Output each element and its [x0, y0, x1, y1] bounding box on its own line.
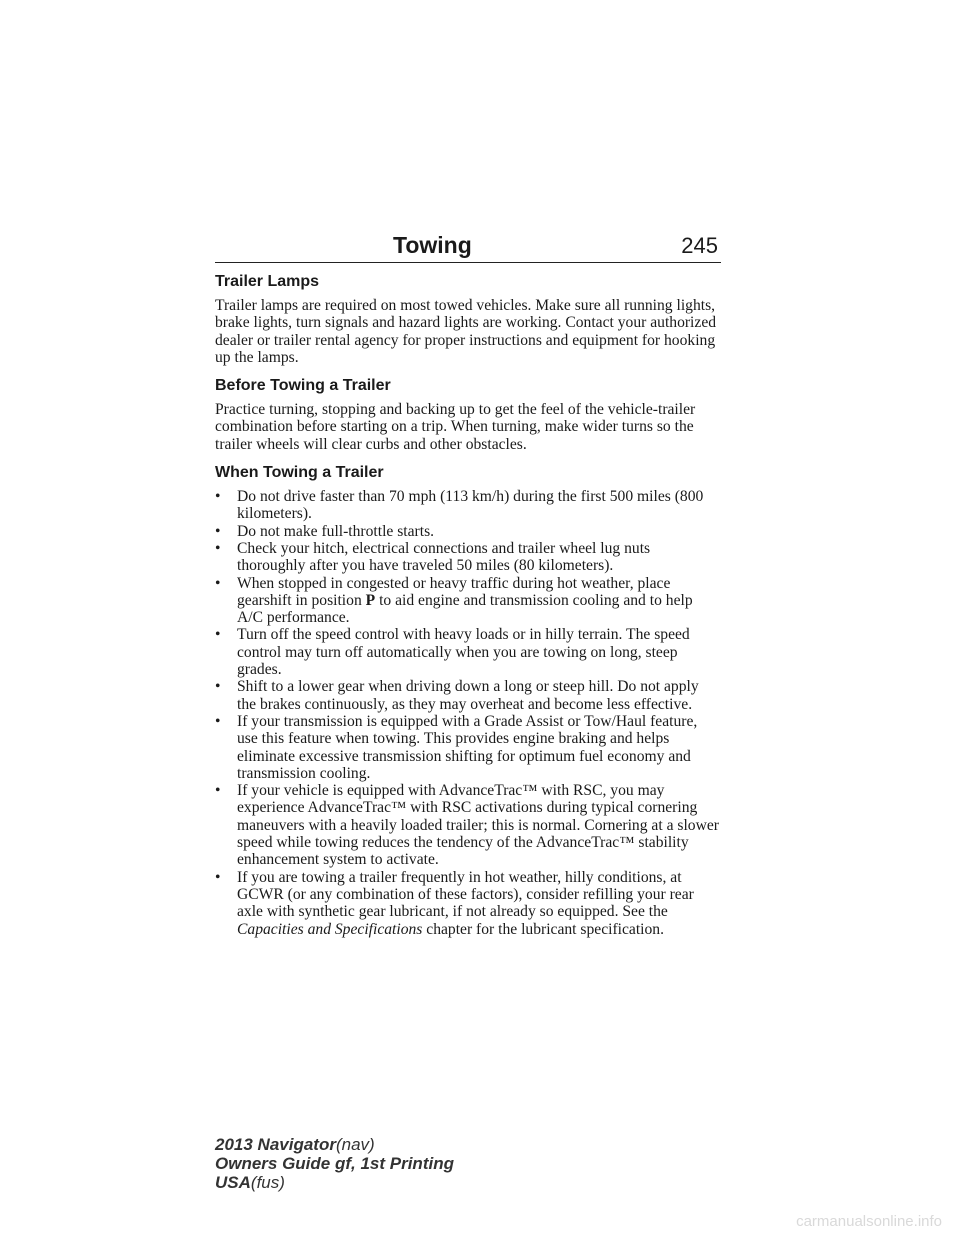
list-item: • Check your hitch, electrical connections and trailer wheel lug nuts thoroughly after you have traveled 50 miles (80 kilometers). — [215, 539, 651, 575]
list-item: • If you are towing a trailer frequently in hot weather, hilly conditions, at GCWR (or any combination of these factors), consider refilling your rear axle with synthetic gear lubricant, if not already so equipped. See the Capacities and Specifications chapter for the lubricant specification. — [215, 868, 694, 938]
bullet-icon: • — [215, 522, 221, 540]
list-item: • If your transmission is equipped with a Grade Assist or Tow/Haul feature, use this feature when towing. This provides engine braking and helps eliminate excessive transmission shifting for optimum fuel economy and transmission cooling. — [215, 712, 698, 782]
page-footer — [215, 1135, 454, 1192]
list-item: • Shift to a lower gear when driving down a long or steep hill. Do not apply the brakes continuously, as they may overheat and become less effective. — [215, 678, 699, 713]
list-item: • Do not make full-throttle starts. — [215, 522, 435, 540]
section-heading-trailer-lamps: Trailer Lamps — [215, 273, 320, 290]
list-item: • If your vehicle is equipped with AdvanceTrac™ with RSC, you may experience AdvanceTrac™ with RSC activations during typical cornering maneuvers with a heavily loaded trailer; this is normal. Cornering at a slower speed while towing reduces the tendency of the AdvanceTrac™ stability enhancement system to activate. — [215, 782, 719, 869]
page-content — [215, 228, 721, 938]
bullet-icon: • — [215, 712, 221, 730]
towing-tips-list — [215, 488, 721, 938]
section-heading-when-towing: When Towing a Trailer — [215, 464, 384, 482]
paragraph-trailer-lamps: Trailer lamps are required on most towed vehicles. Make sure all running lights, brake lights, turn signals and hazard lights are working. Contact your authorized dealer or trailer rental agency for proper instructions and equipment for hooking up the lamps. — [215, 297, 717, 366]
bullet-icon: • — [215, 488, 221, 506]
section-heading-before-towing: Before Towing a Trailer — [215, 377, 391, 395]
page-number: 245 — [681, 233, 718, 258]
list-item: • Turn off the speed control with heavy loads or in hilly terrain. The speed control may turn off automatically when you are towing on long, steep grades. — [215, 626, 690, 679]
chapter-reference: Capacities and Specifications — [237, 920, 423, 938]
footer-line-1: 2013 Navigator(nav) — [215, 1135, 375, 1154]
paragraph-before-towing: Practice turning, stopping and backing up to get the feel of the vehicle-trailer combination before starting on a trip. When turning, make wider turns so the trailer wheels will clear curbs and other obstacles. — [215, 401, 696, 453]
bullet-icon: • — [215, 782, 221, 800]
list-item: • Do not drive faster than 70 mph (113 km/h) during the first 500 miles (800 kilometers). — [215, 488, 704, 523]
bullet-icon: • — [215, 626, 221, 644]
page-header — [215, 228, 721, 263]
footer-line-2: Owners Guide gf, 1st Printing — [215, 1154, 454, 1173]
bullet-icon: • — [215, 678, 221, 696]
bullet-icon: • — [215, 574, 221, 592]
list-item: • When stopped in congested or heavy traffic during hot weather, place gearshift in position P to aid engine and transmission cooling and to help A/C performance. — [215, 574, 693, 627]
bullet-icon: • — [215, 868, 221, 886]
footer-line-3: USA(fus) — [215, 1173, 285, 1192]
watermark: carmanualsonline.info — [796, 1213, 942, 1230]
bullet-icon: • — [215, 539, 221, 557]
chapter-title: Towing — [393, 232, 472, 258]
gear-position-p: P — [365, 591, 376, 609]
